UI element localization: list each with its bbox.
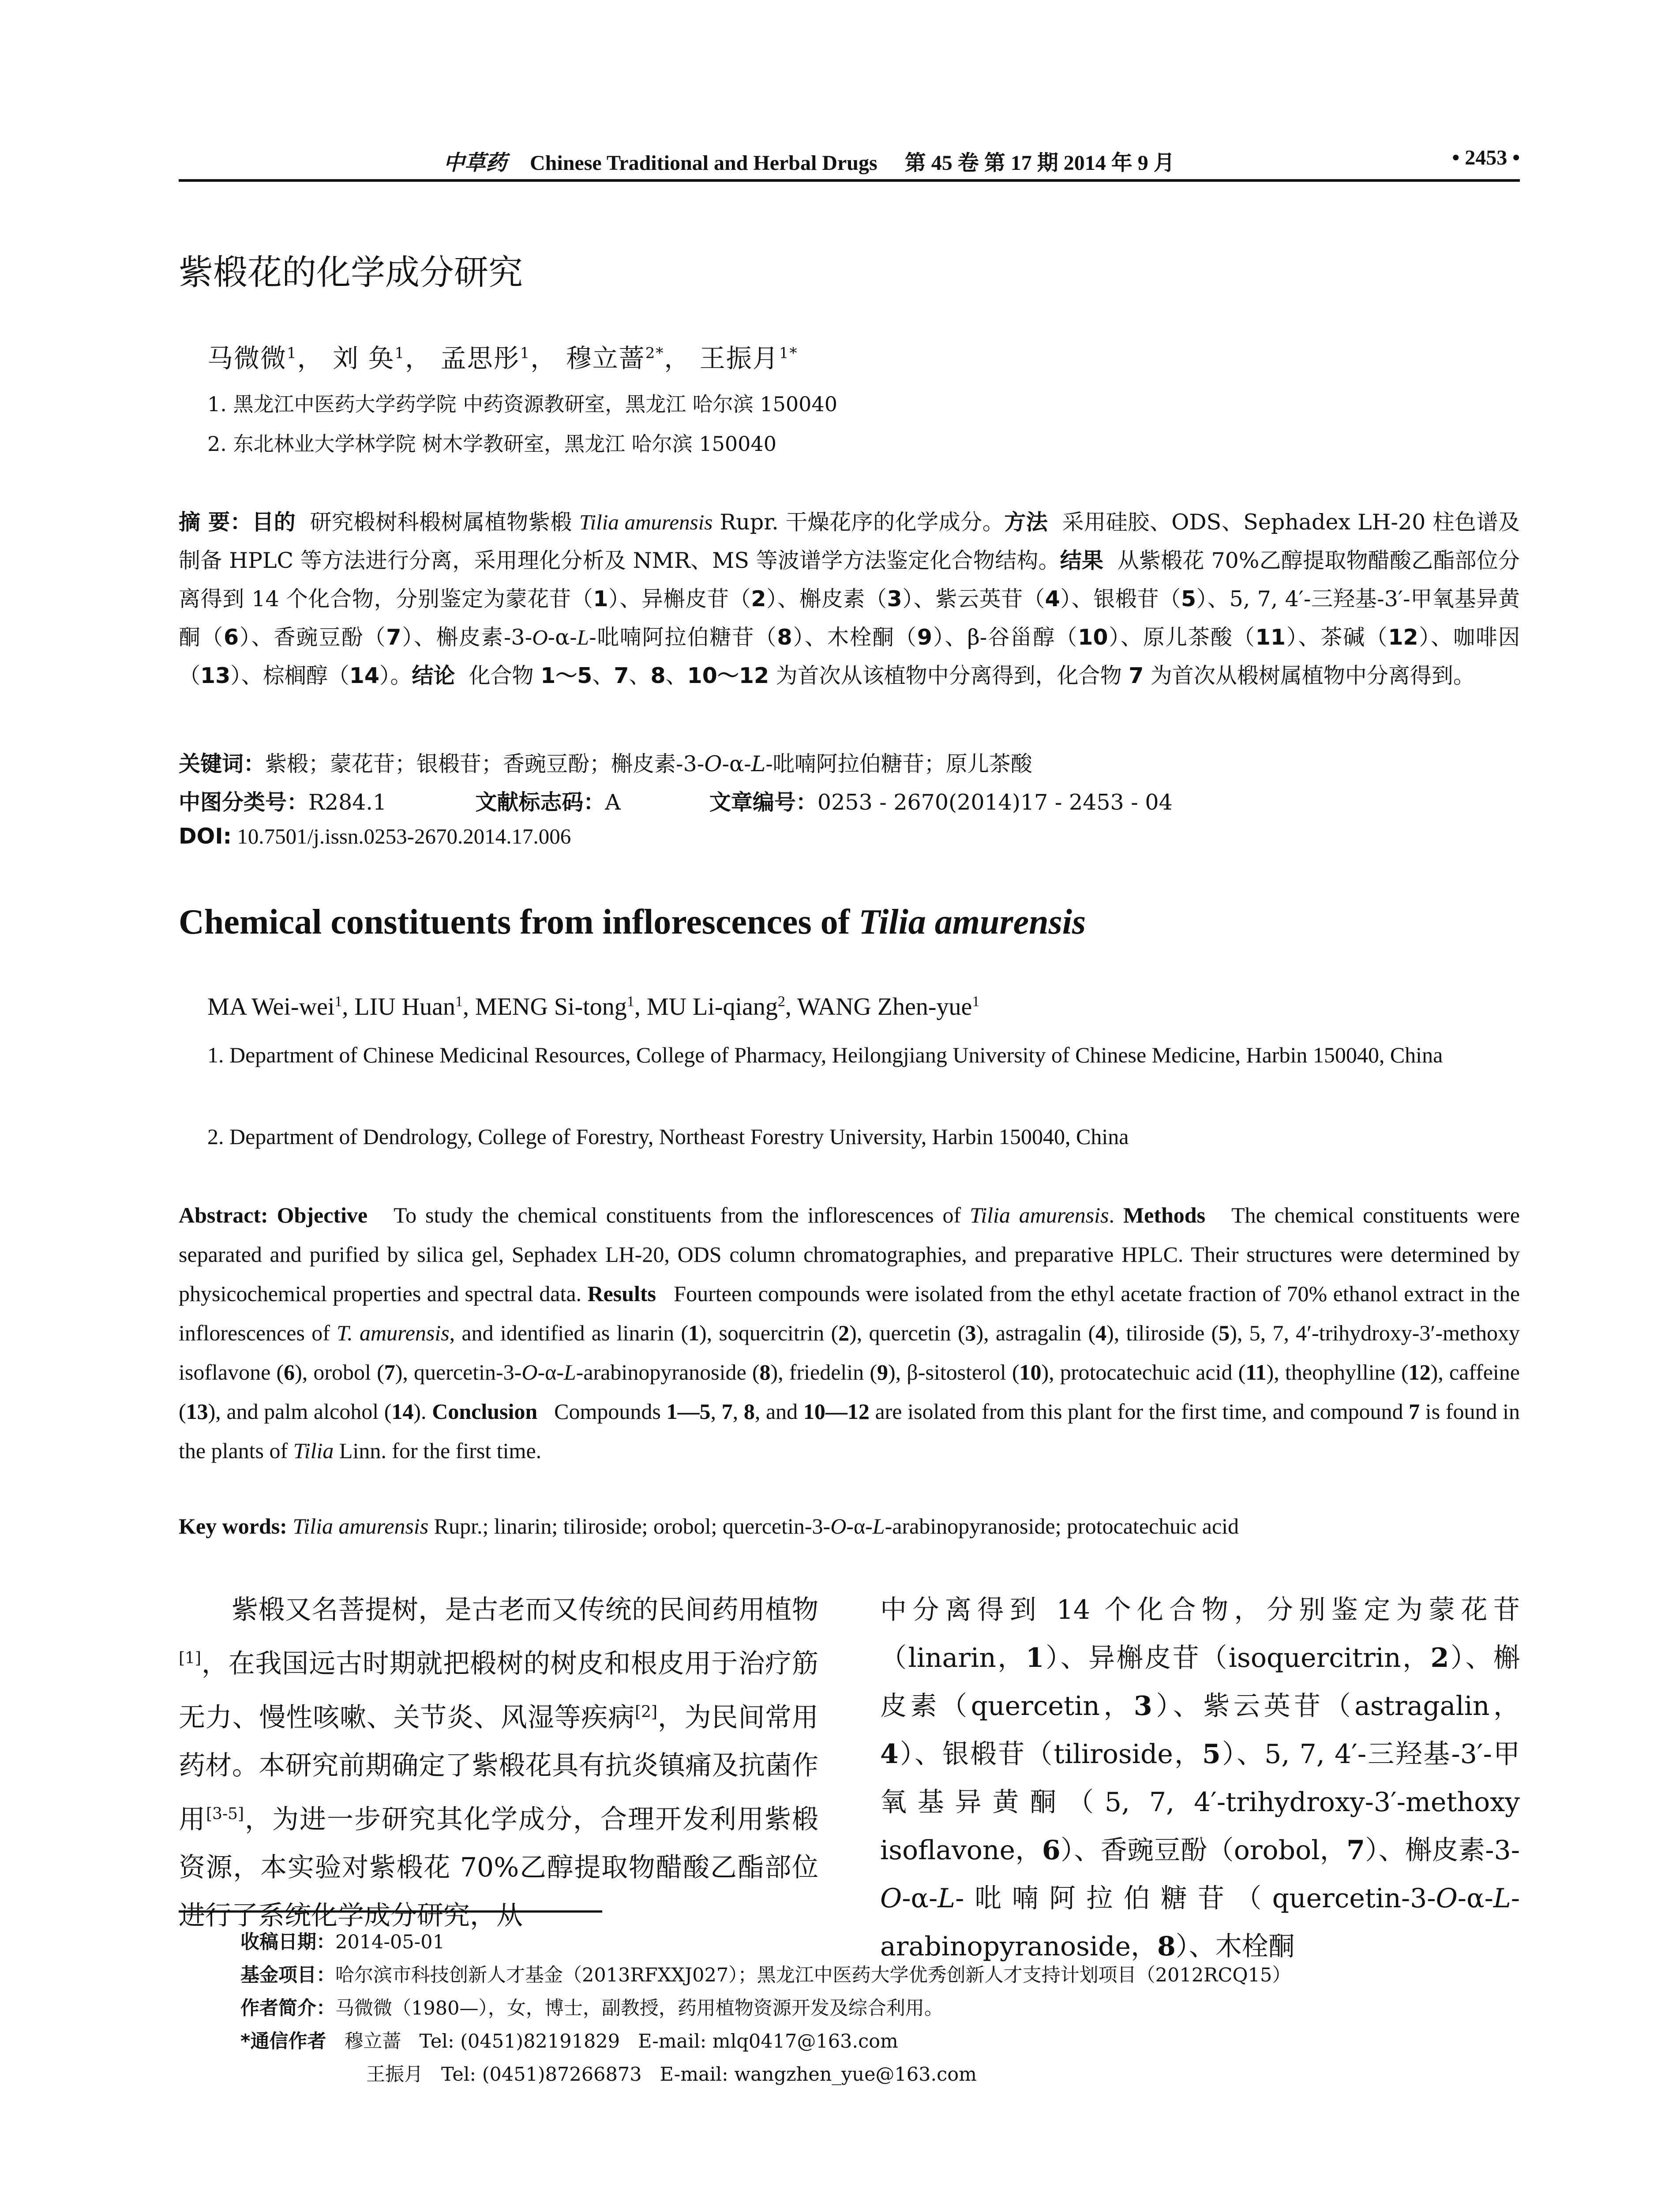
compound-number: 5 <box>1181 586 1196 612</box>
author-affil-mark: 1 <box>287 344 297 362</box>
compound-number: 12 <box>1388 625 1418 650</box>
body-text: -α- <box>1457 1883 1493 1914</box>
results-text-en: ), orobol ( <box>295 1360 384 1384</box>
body-text: 紫椴又名菩提树，是古老而又传统的民间药用植物 <box>232 1594 818 1625</box>
body-text: ，为民间常用药材。本研究前期确定了紫椴花具有抗炎镇痛及抗菌作用 <box>179 1702 819 1835</box>
affiliation-cn-2: 2. 东北林业大学林学院 树木学教研室，黑龙江 哈尔滨 150040 <box>207 432 776 456</box>
results-text: ）、紫云英苷（ <box>902 586 1045 612</box>
compound-number: 3 <box>887 586 902 612</box>
header-center <box>443 146 1175 176</box>
compound-number: 4 <box>1045 586 1060 612</box>
keywords-label-en: Key words: <box>179 1514 287 1538</box>
compound-number: 7 <box>721 1399 733 1424</box>
methods-label-en: Methods <box>1123 1203 1206 1227</box>
author-name: 马微微 <box>207 343 287 373</box>
results-text: -吡喃阿拉伯糖苷（ <box>589 625 777 650</box>
compound-number: 6 <box>284 1360 295 1384</box>
compound-number: 1 <box>1025 1643 1044 1673</box>
author-affil-mark: 1 <box>626 993 634 1010</box>
italic-l: L <box>563 1360 576 1384</box>
compound-number: 6 <box>223 625 239 650</box>
objective-text-en-end: . <box>1109 1203 1115 1227</box>
conclusion-text: 为首次从椴树属植物中分离得到。 <box>1144 663 1475 688</box>
conclusion-text-en: , <box>710 1399 722 1424</box>
author-name: MU Li-qiang <box>646 993 778 1020</box>
affiliation-cn-1: 1. 黑龙江中医药大学药学院 中药资源教研室，黑龙江 哈尔滨 150040 <box>207 392 837 416</box>
compound-number: 9 <box>877 1360 888 1384</box>
results-text-en: ), astragalin ( <box>976 1321 1096 1345</box>
body-text: ，为进一步研究其化学成分，合理开发利用紫椴资源，本实验对紫椴花 70%乙醇提取物醋酸乙酯部位进行了系统化学成分研究，从 <box>179 1804 819 1931</box>
species-name: Tilia amurensis <box>970 1203 1109 1227</box>
results-text: ）。 <box>379 663 412 688</box>
results-text-en: ), friedelin ( <box>770 1360 877 1384</box>
compound-number: 10—12 <box>803 1399 870 1424</box>
italic-l: L <box>751 751 766 777</box>
corresponding-contact-2[interactable]: 王振月 Tel: (0451)87266873 E-mail: wangzhen_yue@163.com <box>366 2063 977 2086</box>
results-text: ）、木栓酮（ <box>792 625 917 650</box>
italic-o: O <box>704 751 722 777</box>
compound-number: 7 <box>1346 1835 1365 1866</box>
compound-number: 7 <box>384 1360 395 1384</box>
article-number-value: 0253 - 2670(2014)17 - 2453 - 04 <box>817 790 1173 815</box>
objective-label-cn: 目的 <box>252 510 296 535</box>
italic-o: O <box>1436 1883 1458 1914</box>
compound-number: 10 <box>1019 1360 1042 1384</box>
compound-number: 8 <box>650 663 666 688</box>
conclusion-text-en: Linn. for the first time. <box>334 1438 542 1463</box>
author-list-cn: 马微微$^1$， 刘 奂$^1$， 孟思彤$^1$， 穆立蔷$^{2*}$， 王振月$^{1*}$ <box>207 343 798 373</box>
compound-number: 2 <box>751 586 766 612</box>
italic-o: O <box>880 1883 902 1914</box>
doi-label: DOI: <box>179 824 232 849</box>
compound-number: 2 <box>838 1321 850 1345</box>
compound-number: 8 <box>743 1399 755 1424</box>
corresponding-contact-1[interactable]: 穆立蔷 Tel: (0451)82191829 E-mail: mlq0417@163.com <box>344 2030 898 2052</box>
body-column-left <box>179 1586 818 1940</box>
doc-code-value: A <box>605 790 621 815</box>
results-text: ）、5, 7, 4′-三羟基-3′-甲氧基异黄酮（ <box>179 586 1520 650</box>
keywords-text-en: -α- <box>846 1514 873 1538</box>
keywords-cn <box>179 747 1032 778</box>
conclusion-text: 、 <box>592 663 614 688</box>
compound-number: 13 <box>200 663 231 688</box>
paper-title-cn: 紫椴花的化学成分研究 <box>179 253 523 293</box>
results-text: ）、香豌豆酚（ <box>239 625 386 650</box>
title-en-text: Chemical constituents from inflorescences of <box>179 903 859 942</box>
species-name: Tilia amurensis <box>292 1514 429 1538</box>
italic-o: O <box>830 1514 847 1538</box>
results-text-en: -arabinopyranoside ( <box>576 1360 760 1384</box>
clc-value: R284.1 <box>308 790 387 815</box>
compound-number: 1～5 <box>540 663 592 688</box>
conclusion-label-en: Conclusion <box>432 1399 538 1424</box>
journal-name-cn: 中草药 <box>443 151 507 175</box>
objective-text-cn: 研究椴树科椴树属植物紫椴 <box>310 510 579 535</box>
objective-label-en: Objective <box>277 1203 368 1227</box>
conclusion-text-en: are isolated from this plant for the first time, and compound <box>869 1399 1409 1424</box>
author-affil-mark: 1 <box>972 993 980 1010</box>
compound-number: 8 <box>777 625 792 650</box>
results-text: ）、β-谷甾醇（ <box>932 625 1078 650</box>
compound-number: 11 <box>1245 1360 1267 1384</box>
compound-number: 1—5 <box>666 1399 711 1424</box>
compound-number: 1 <box>593 586 608 612</box>
results-text-en: , and identified as linarin ( <box>449 1321 689 1345</box>
body-text: ）、槲皮素（quercetin， <box>880 1643 1520 1722</box>
issue-info: 第 45 卷 第 17 期 2014 年 9 月 <box>904 151 1175 175</box>
compound-number: 7 <box>386 625 401 650</box>
keywords-text-en: Rupr.; linarin; tiliroside; orobol; quercetin-3- <box>428 1514 831 1538</box>
compound-number: 8 <box>759 1360 771 1384</box>
italic-l: L <box>872 1514 885 1538</box>
results-text-en: ), soquercitrin ( <box>699 1321 839 1345</box>
affiliation-en-2-text: 2. Department of Dendrology, College of Forestry, Northeast Forestry University, Harbin 150040, China <box>207 1124 1129 1149</box>
genus-name: Tilia <box>293 1438 334 1463</box>
author-bio-value: 马微微（1980—），女，博士，副教授，药用植物资源开发及综合利用。 <box>335 1997 943 2019</box>
results-text: ）、茶碱（ <box>1285 625 1388 650</box>
fund-value: 哈尔滨市科技创新人才基金（2013RFXXJ027）；黑龙江中医药大学优秀创新人才支持计划项目（2012RCQ15） <box>335 1964 1291 1986</box>
corresponding-label: *通信作者 <box>240 2030 326 2052</box>
results-text: ）、棕榈醇（ <box>230 663 349 688</box>
conclusion-text-en: Compounds <box>554 1399 667 1424</box>
affiliation-en-1-text: 1. Department of Chinese Medicinal Resources, College of Pharmacy, Heilongjiang University of Chinese Medicine, Harbin 150040, China <box>207 1043 1443 1067</box>
abstract-cn <box>179 503 1520 695</box>
compound-number: 7 <box>614 663 629 688</box>
author-bio-label: 作者简介： <box>240 1997 335 2019</box>
italic-l: L <box>938 1883 956 1914</box>
compound-number: 14 <box>349 663 379 688</box>
fund-line <box>240 1959 1291 1992</box>
abstract-label-cn: 摘 要： <box>179 510 252 535</box>
body-text: -吡喃阿拉伯糖苷（quercetin-3- <box>955 1883 1436 1914</box>
author-affil-mark: 1 <box>334 993 342 1010</box>
keywords-label-cn: 关键词： <box>179 751 266 777</box>
abstract-label-en: Abstract: <box>179 1203 268 1227</box>
author-name: MA Wei-wei <box>207 993 335 1020</box>
species-name: T. amurensis <box>337 1321 450 1345</box>
results-text: -α- <box>548 625 577 650</box>
author-name: 穆立蔷 <box>566 343 645 373</box>
compound-number: 9 <box>917 625 933 650</box>
body-text: ）、香豌豆酚（orobol， <box>1060 1835 1347 1866</box>
results-text-en: Fourteen compounds were isolated from the ethyl acetate fraction of 70% ethanol extract in the inflorescences of <box>179 1281 1520 1345</box>
fund-label: 基金项目： <box>240 1964 335 1986</box>
body-text: 中分离得到 14 个化合物，分别鉴定为蒙花苷（linarin， <box>880 1594 1520 1673</box>
keywords-text-en: -arabinopyranoside; protocatechuic acid <box>885 1514 1239 1538</box>
affiliation-en-1 <box>207 1035 1520 1075</box>
methods-label-cn: 方法 <box>1004 510 1048 535</box>
doi-value[interactable]: 10.7501/j.issn.0253-2670.2014.17.006 <box>232 824 571 848</box>
results-label-en: Results <box>587 1281 656 1306</box>
italic-l: L <box>577 625 589 649</box>
results-text: 从紫椴花 70%乙醇提取物醋酸乙酯部位分离得到 14 个化合物，分别鉴定为蒙花苷（ <box>179 548 1520 612</box>
species-name: Tilia amurensis <box>579 510 713 534</box>
corresponding-author-line-2 <box>240 2058 1291 2091</box>
doi-line <box>179 824 571 849</box>
compound-number: 2 <box>1430 1643 1449 1673</box>
page-number: • 2453 • <box>1452 146 1520 169</box>
results-text-en: ). <box>413 1399 427 1424</box>
received-date-line <box>240 1926 1291 1959</box>
author-name: MENG Si-tong <box>475 993 627 1020</box>
conclusion-text-en: is found in the plants of <box>179 1399 1520 1463</box>
results-text-en: ), and palm alcohol ( <box>208 1399 392 1424</box>
keywords-text: -α- <box>722 751 751 777</box>
author-affil-mark: 1 <box>455 993 463 1010</box>
author-affil-mark: 1 <box>394 344 405 362</box>
keywords-en <box>179 1513 1520 1539</box>
results-text-en: ), quercetin-3- <box>395 1360 522 1384</box>
author-affil-mark: 1* <box>779 344 798 362</box>
results-text-en: ), tiliroside ( <box>1106 1321 1219 1345</box>
compound-number: 4 <box>1095 1321 1107 1345</box>
body-text: -α- <box>902 1883 938 1914</box>
footnotes <box>240 1926 1291 2091</box>
compound-number: 12 <box>1408 1360 1431 1384</box>
compound-number: 11 <box>1255 625 1286 650</box>
affiliation-en-2 <box>207 1116 1520 1157</box>
body-text: ）、5, 7, 4′-三羟基-3′-甲氧基异黄酮（5, 7, 4′-trihydroxy-3′-methoxy isoflavone， <box>880 1739 1520 1866</box>
italic-o: O <box>521 1360 538 1384</box>
body-text: -arabinopyranoside， <box>880 1883 1520 1962</box>
results-text: ）、原儿茶酸（ <box>1108 625 1256 650</box>
compound-number: 10～12 <box>687 663 769 688</box>
body-text: ，在我国远古时期就把椴树的树皮和根皮用于治疗筋无力、慢性咳嗽、关节炎、风湿等疾病 <box>179 1648 818 1733</box>
received-label: 收稿日期： <box>240 1931 335 1953</box>
citation-ref[interactable]: [1] <box>179 1649 201 1667</box>
results-text-en: ), β-sitosterol ( <box>888 1360 1020 1384</box>
results-text-en: ), theophylline ( <box>1266 1360 1409 1384</box>
compound-number: 14 <box>391 1399 414 1424</box>
corresponding-author-line <box>240 2025 1291 2058</box>
conclusion-text: 、 <box>665 663 687 688</box>
conclusion-label-cn: 结论 <box>412 663 455 688</box>
body-text: ）、槲皮素-3- <box>1365 1835 1520 1866</box>
results-text: ）、咖啡因（ <box>179 625 1520 688</box>
keywords-text: 紫椴；蒙花苷；银椴苷；香豌豆酚；槲皮素-3- <box>265 751 705 777</box>
results-label-cn: 结果 <box>1060 548 1104 573</box>
results-text-en: ), quercetin ( <box>849 1321 965 1345</box>
author-name: 刘 奂 <box>333 343 395 373</box>
author-affil-mark: 1 <box>520 344 531 362</box>
running-header <box>179 141 1520 182</box>
doc-code-label: 文献标志码： <box>475 790 605 815</box>
conclusion-text-en: , and <box>754 1399 803 1424</box>
author-name: WANG Zhen-yue <box>797 993 972 1020</box>
italic-o: O <box>532 625 548 649</box>
conclusion-text: 化合物 <box>469 663 541 688</box>
classification-line <box>179 785 1173 816</box>
results-text-en: ), protocatechuic acid ( <box>1041 1360 1246 1384</box>
compound-number: 3 <box>1134 1691 1152 1722</box>
journal-name-en: Chinese Traditional and Herbal Drugs <box>530 151 878 175</box>
abstract-en <box>179 1196 1520 1471</box>
compound-number: 7 <box>1129 663 1144 688</box>
results-text: ）、槲皮素（ <box>766 586 887 612</box>
body-text: ）、异槲皮苷（isoquercitrin， <box>1044 1643 1431 1673</box>
body-column-right <box>880 1586 1520 1971</box>
citation-ref[interactable]: [3-5] <box>206 1805 244 1823</box>
keywords-text: -吡喃阿拉伯糖苷；原儿茶酸 <box>765 751 1032 777</box>
footnote-divider <box>179 1910 602 1913</box>
clc-label: 中图分类号： <box>179 790 309 815</box>
italic-l: L <box>1493 1883 1511 1914</box>
compound-number: 1 <box>688 1321 700 1345</box>
results-text: ）、银椴苷（ <box>1060 586 1181 612</box>
received-value: 2014-05-01 <box>335 1931 445 1953</box>
objective-text-cn-end: Rupr. 干燥花序的化学成分。 <box>712 510 1005 535</box>
methods-text-en: The chemical constituents were separated and purified by silica gel, Sephadex LH-20, ODS column chromatographies, and preparative HPLC. Their structures were determined by physicochemical properties and spectral data. <box>179 1203 1520 1306</box>
author-name: 王振月 <box>699 343 779 373</box>
compound-number: 7 <box>1409 1399 1420 1424</box>
conclusion-text: 为首次从该植物中分离得到，化合物 <box>769 663 1129 688</box>
body-text: ）、银椴苷（tiliroside， <box>898 1739 1203 1770</box>
author-affil-mark: 2 <box>777 993 785 1010</box>
citation-ref[interactable]: [2] <box>635 1703 658 1721</box>
results-text-en: ), 5, 7, 4′-trihydroxy-3′-methoxy isoflavone ( <box>179 1321 1520 1384</box>
article-number-label: 文章编号： <box>709 790 818 815</box>
objective-text-en: To study the chemical constituents from the inflorescences of <box>394 1203 970 1227</box>
compound-number: 5 <box>1202 1739 1221 1770</box>
compound-number: 5 <box>1219 1321 1230 1345</box>
compound-number: 6 <box>1042 1835 1061 1866</box>
conclusion-text: 、 <box>629 663 651 688</box>
author-name: LIU Huan <box>354 993 456 1020</box>
results-text: ）、槲皮素-3- <box>401 625 532 650</box>
results-text-en: ), caffeine ( <box>179 1360 1520 1424</box>
results-text: ）、异槲皮苷（ <box>608 586 751 612</box>
compound-number: 4 <box>880 1739 899 1770</box>
paper-title-en <box>179 902 1086 942</box>
author-list-en: MA Wei-wei$^1$, LIU Huan$^1$, MENG Si-tong$^1$, MU Li-qiang$^2$, WANG Zhen-yue$^1$ <box>207 993 980 1020</box>
body-text: ）、木栓酮 <box>1175 1931 1295 1962</box>
compound-number: 13 <box>186 1399 208 1424</box>
title-en-species: Tilia amurensis <box>859 903 1086 942</box>
body-text: ）、紫云英苷（astragalin， <box>1152 1691 1520 1722</box>
author-affil-mark: 2* <box>645 344 664 362</box>
methods-text-cn: 采用硅胶、ODS、Sephadex LH-20 柱色谱及制备 HPLC 等方法进行分离，采用理化分析及 NMR、MS 等波谱学方法鉴定化合物结构。 <box>179 510 1520 573</box>
results-text-en: -α- <box>537 1360 564 1384</box>
compound-number: 10 <box>1078 625 1108 650</box>
author-name: 孟思彤 <box>440 343 520 373</box>
author-bio-line <box>240 1992 1291 2025</box>
compound-number: 3 <box>965 1321 976 1345</box>
conclusion-text-en: , <box>732 1399 744 1424</box>
compound-number: 8 <box>1157 1931 1176 1962</box>
